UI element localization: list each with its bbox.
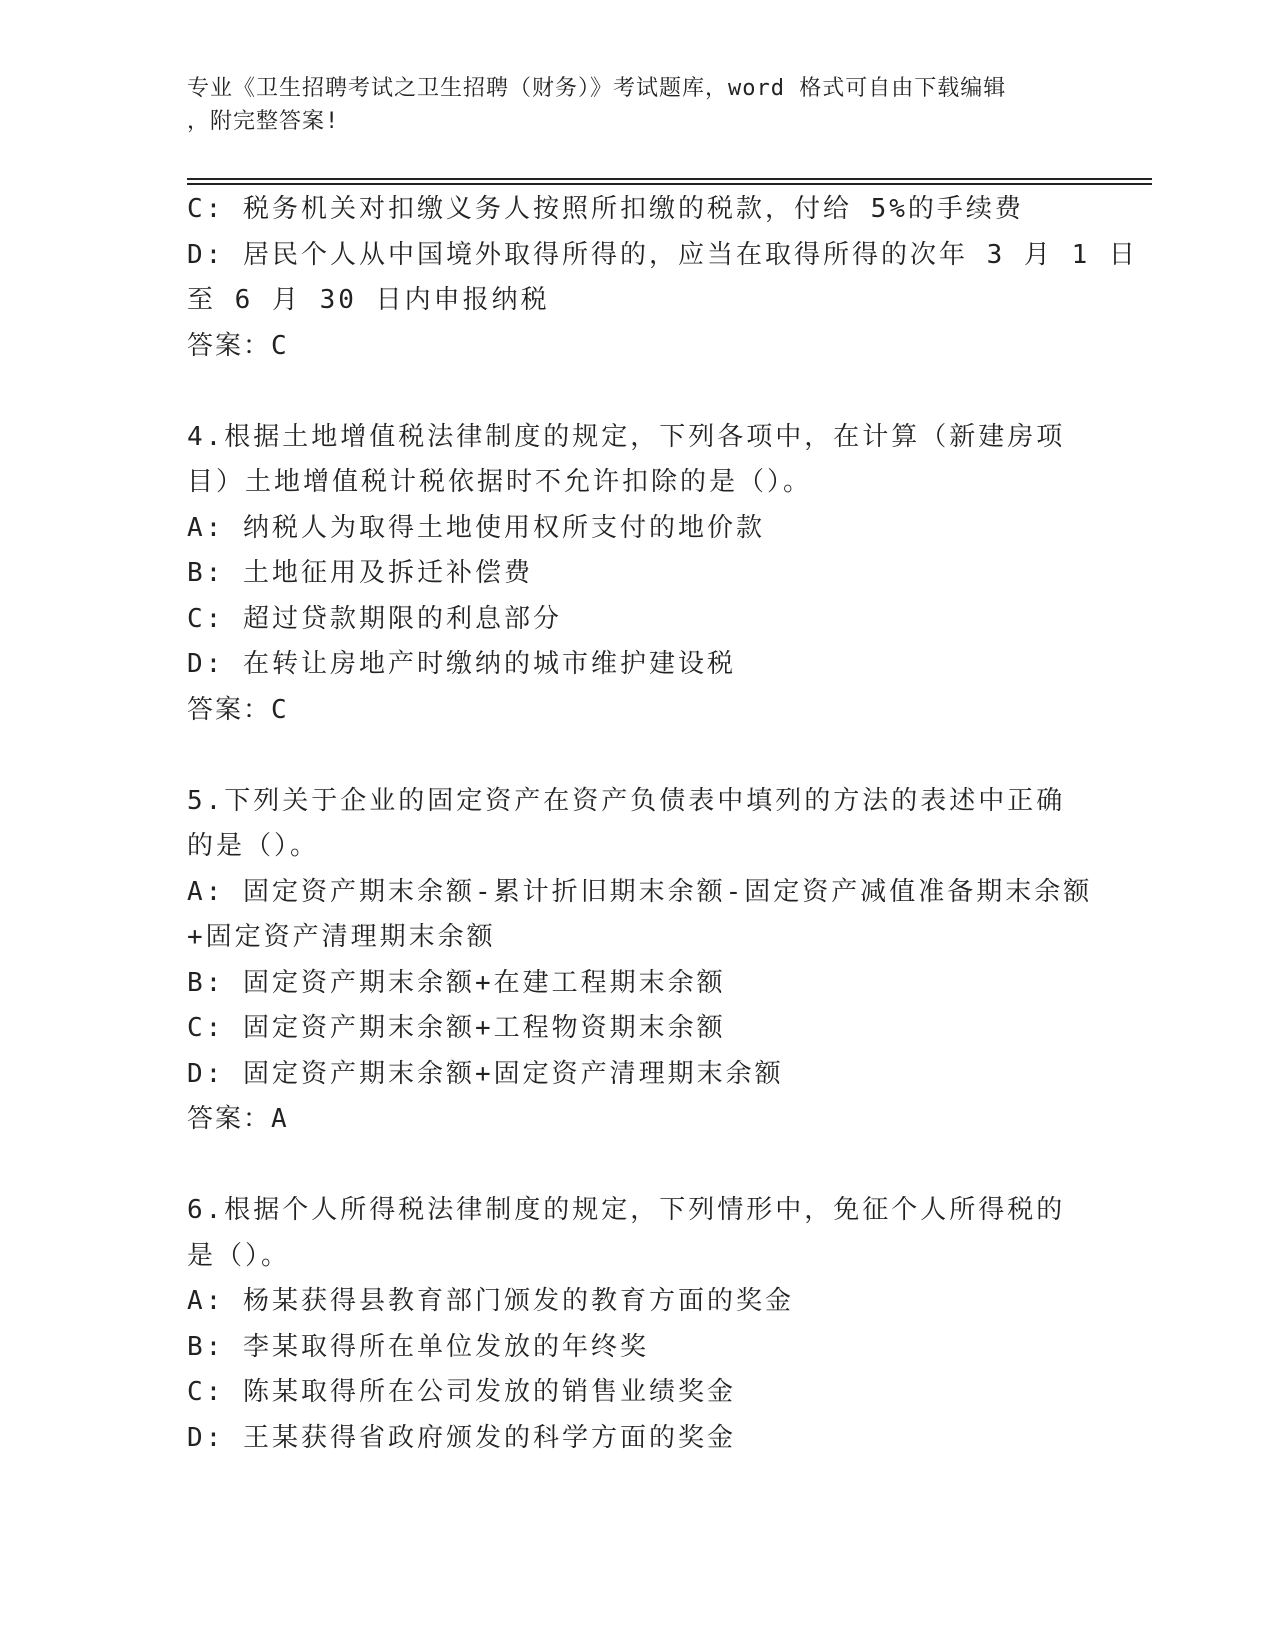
option-c: C: 税务机关对扣缴义务人按照所扣缴的税款，付给 5%的手续费: [187, 194, 1024, 224]
question-stem-line-2: 是（）。: [187, 1240, 291, 1271]
option-b: B: 李某取得所在单位发放的年终奖: [187, 1331, 649, 1362]
question-stem-line-2: 的是（）。: [187, 831, 320, 861]
option-a-line-1: A: 固定资产期末余额-累计折旧期末余额-固定资产减值准备期末余额: [187, 876, 1093, 907]
option-d-line-2: 至 6 月 30 日内申报纳税: [187, 285, 550, 315]
question-6: [187, 1188, 1087, 1461]
option-c: C: 固定资产期末余额+工程物资期末余额: [187, 1013, 726, 1043]
spacer: [187, 369, 1087, 415]
option-a-line-2: +固定资产清理期末余额: [187, 922, 496, 952]
question-stem-line-1: 5.下列关于企业的固定资产在资产负债表中填列的方法的表述中正确: [187, 785, 1066, 816]
header-divider-top: [187, 178, 1152, 180]
option-c: C: 陈某取得所在公司发放的销售业绩奖金: [187, 1377, 736, 1407]
document-header: [187, 72, 1067, 138]
answer: 答案：A: [187, 1104, 289, 1134]
answer: 答案：C: [187, 694, 289, 725]
option-b: B: 固定资产期末余额+在建工程期末余额: [187, 967, 726, 998]
option-d: D: 固定资产期末余额+固定资产清理期末余额: [187, 1058, 784, 1089]
question-3-tail: [187, 187, 1138, 369]
option-a: A: 杨某获得县教育部门颁发的教育方面的奖金: [187, 1286, 794, 1316]
question-5: [187, 779, 1093, 1143]
question-list: [187, 187, 1138, 1461]
option-d-line-1: D: 居民个人从中国境外取得所得的，应当在取得所得的次年 3 月 1 日: [187, 239, 1138, 270]
option-b: B: 土地征用及拆迁补偿费: [187, 558, 533, 588]
spacer: [187, 1143, 1087, 1189]
header-divider-bottom: [187, 183, 1152, 185]
option-c: C: 超过贷款期限的利息部分: [187, 603, 562, 634]
header-line-2: ，附完整答案!: [187, 109, 340, 134]
header-line-1: 专业《卫生招聘考试之卫生招聘（财务）》考试题库，word 格式可自由下载编辑: [187, 76, 1007, 101]
option-a: A: 纳税人为取得土地使用权所支付的地价款: [187, 512, 765, 543]
option-d: D: 在转让房地产时缴纳的城市维护建设税: [187, 649, 736, 679]
question-4: [187, 415, 1087, 734]
question-stem-line-1: 4.根据土地增值税法律制度的规定，下列各项中，在计算（新建房项: [187, 421, 1066, 452]
spacer: [187, 733, 1087, 779]
question-stem-line-2: 目）土地增值税计税依据时不允许扣除的是（）。: [187, 467, 813, 497]
question-stem-line-1: 6.根据个人所得税法律制度的规定，下列情形中，免征个人所得税的: [187, 1195, 1066, 1225]
option-d: D: 王某获得省政府颁发的科学方面的奖金: [187, 1422, 736, 1453]
answer: 答案：C: [187, 330, 289, 361]
